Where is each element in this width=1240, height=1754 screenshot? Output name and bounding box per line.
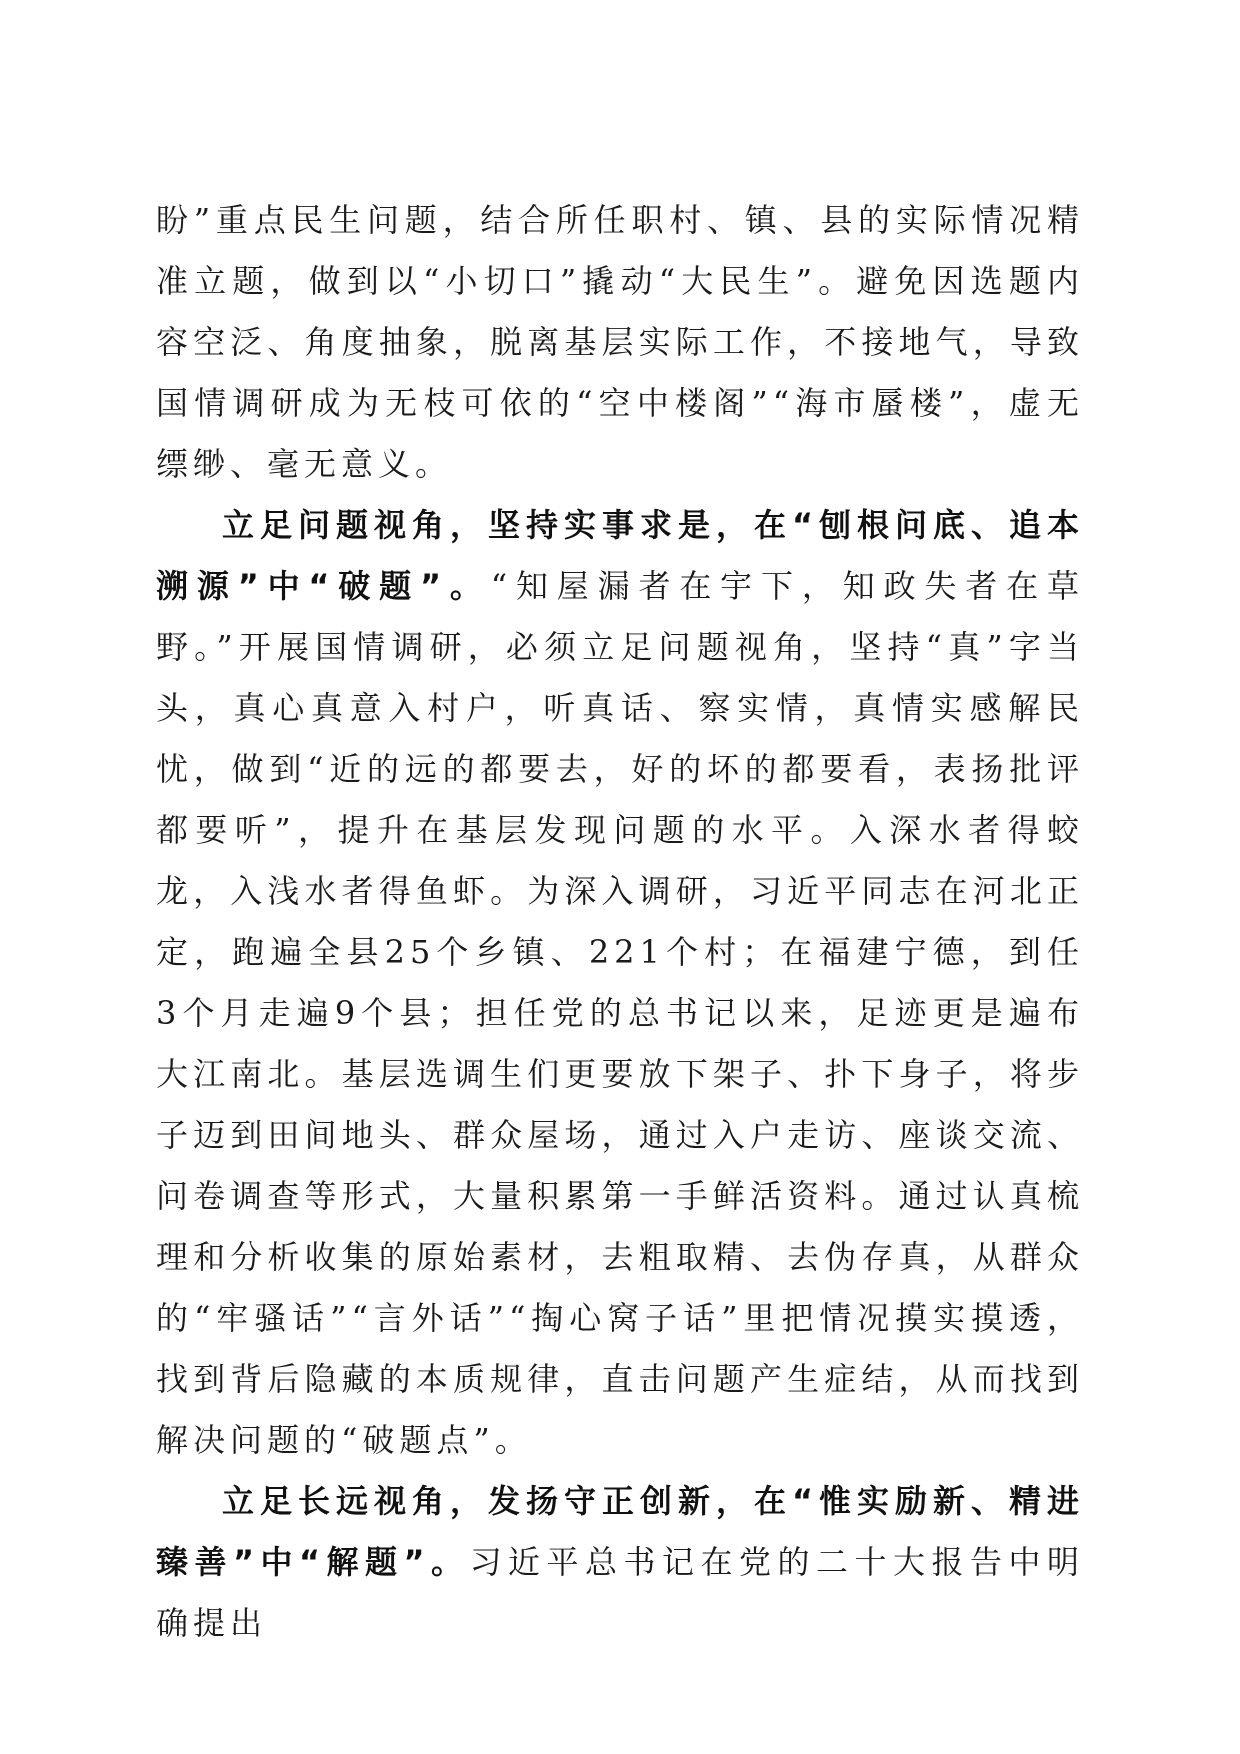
paragraph-2-body: “知屋漏者在宇下，知政失者在草野。”开展国情调研，必须立足问题视角，坚持“真”字当头，真心真意入村户，听真话、察实情，真情实感解民忧，做到“近的远的都要去，好的坏的都要看，表扬批评都要听”，提升在基层发现问题的水平。入深水者得蛟龙，入浅水者得鱼虾。为深入调研，习近平同志在河北正定，跑遍全县25个乡镇、221个村；在福建宁德，到任3个月走遍9个县；担任党的总书记以来，足迹更是遍布大江南北。基层选调生们更要放下架子、扑下身子，将步子迈到田间地头、群众屋场，通过入户走访、座谈交流、问卷调查等形式，大量积累第一手鲜活资料。通过认真梳理和分析收集的原始素材，去粗取精、去伪存真，从群众的“牢骚话”“言外话”“掏心窝子话”里把情况摸实摸透，找到背后隐藏的本质规律，直击问题产生症结，从而找到解决问题的“破题点”。 (156, 567, 1084, 1459)
document-body (156, 190, 1084, 1654)
paragraph-3 (156, 1471, 1084, 1654)
paragraph-1 (156, 190, 1084, 495)
paragraph-2 (156, 495, 1084, 1471)
paragraph-3-body: 习近平总书记在党的二十大报告中明确提出 (156, 1543, 1084, 1642)
paragraph-2-heading: 立足问题视角，坚持实事求是，在“刨根问底、追本溯源”中“破题”。 (156, 506, 1084, 605)
paragraph-1-body: 盼”重点民生问题，结合所任职村、镇、县的实际情况精准立题，做到以“小切口”撬动“大民生”。避免因选题内容空泛、角度抽象，脱离基层实际工作，不接地气，导致国情调研成为无枝可依的“空中楼阁”“海市蜃楼”，虚无缥缈、毫无意义。 (156, 201, 1084, 483)
paragraph-3-heading: 立足长远视角，发扬守正创新，在“惟实励新、精进臻善”中“解题”。 (156, 1482, 1084, 1581)
